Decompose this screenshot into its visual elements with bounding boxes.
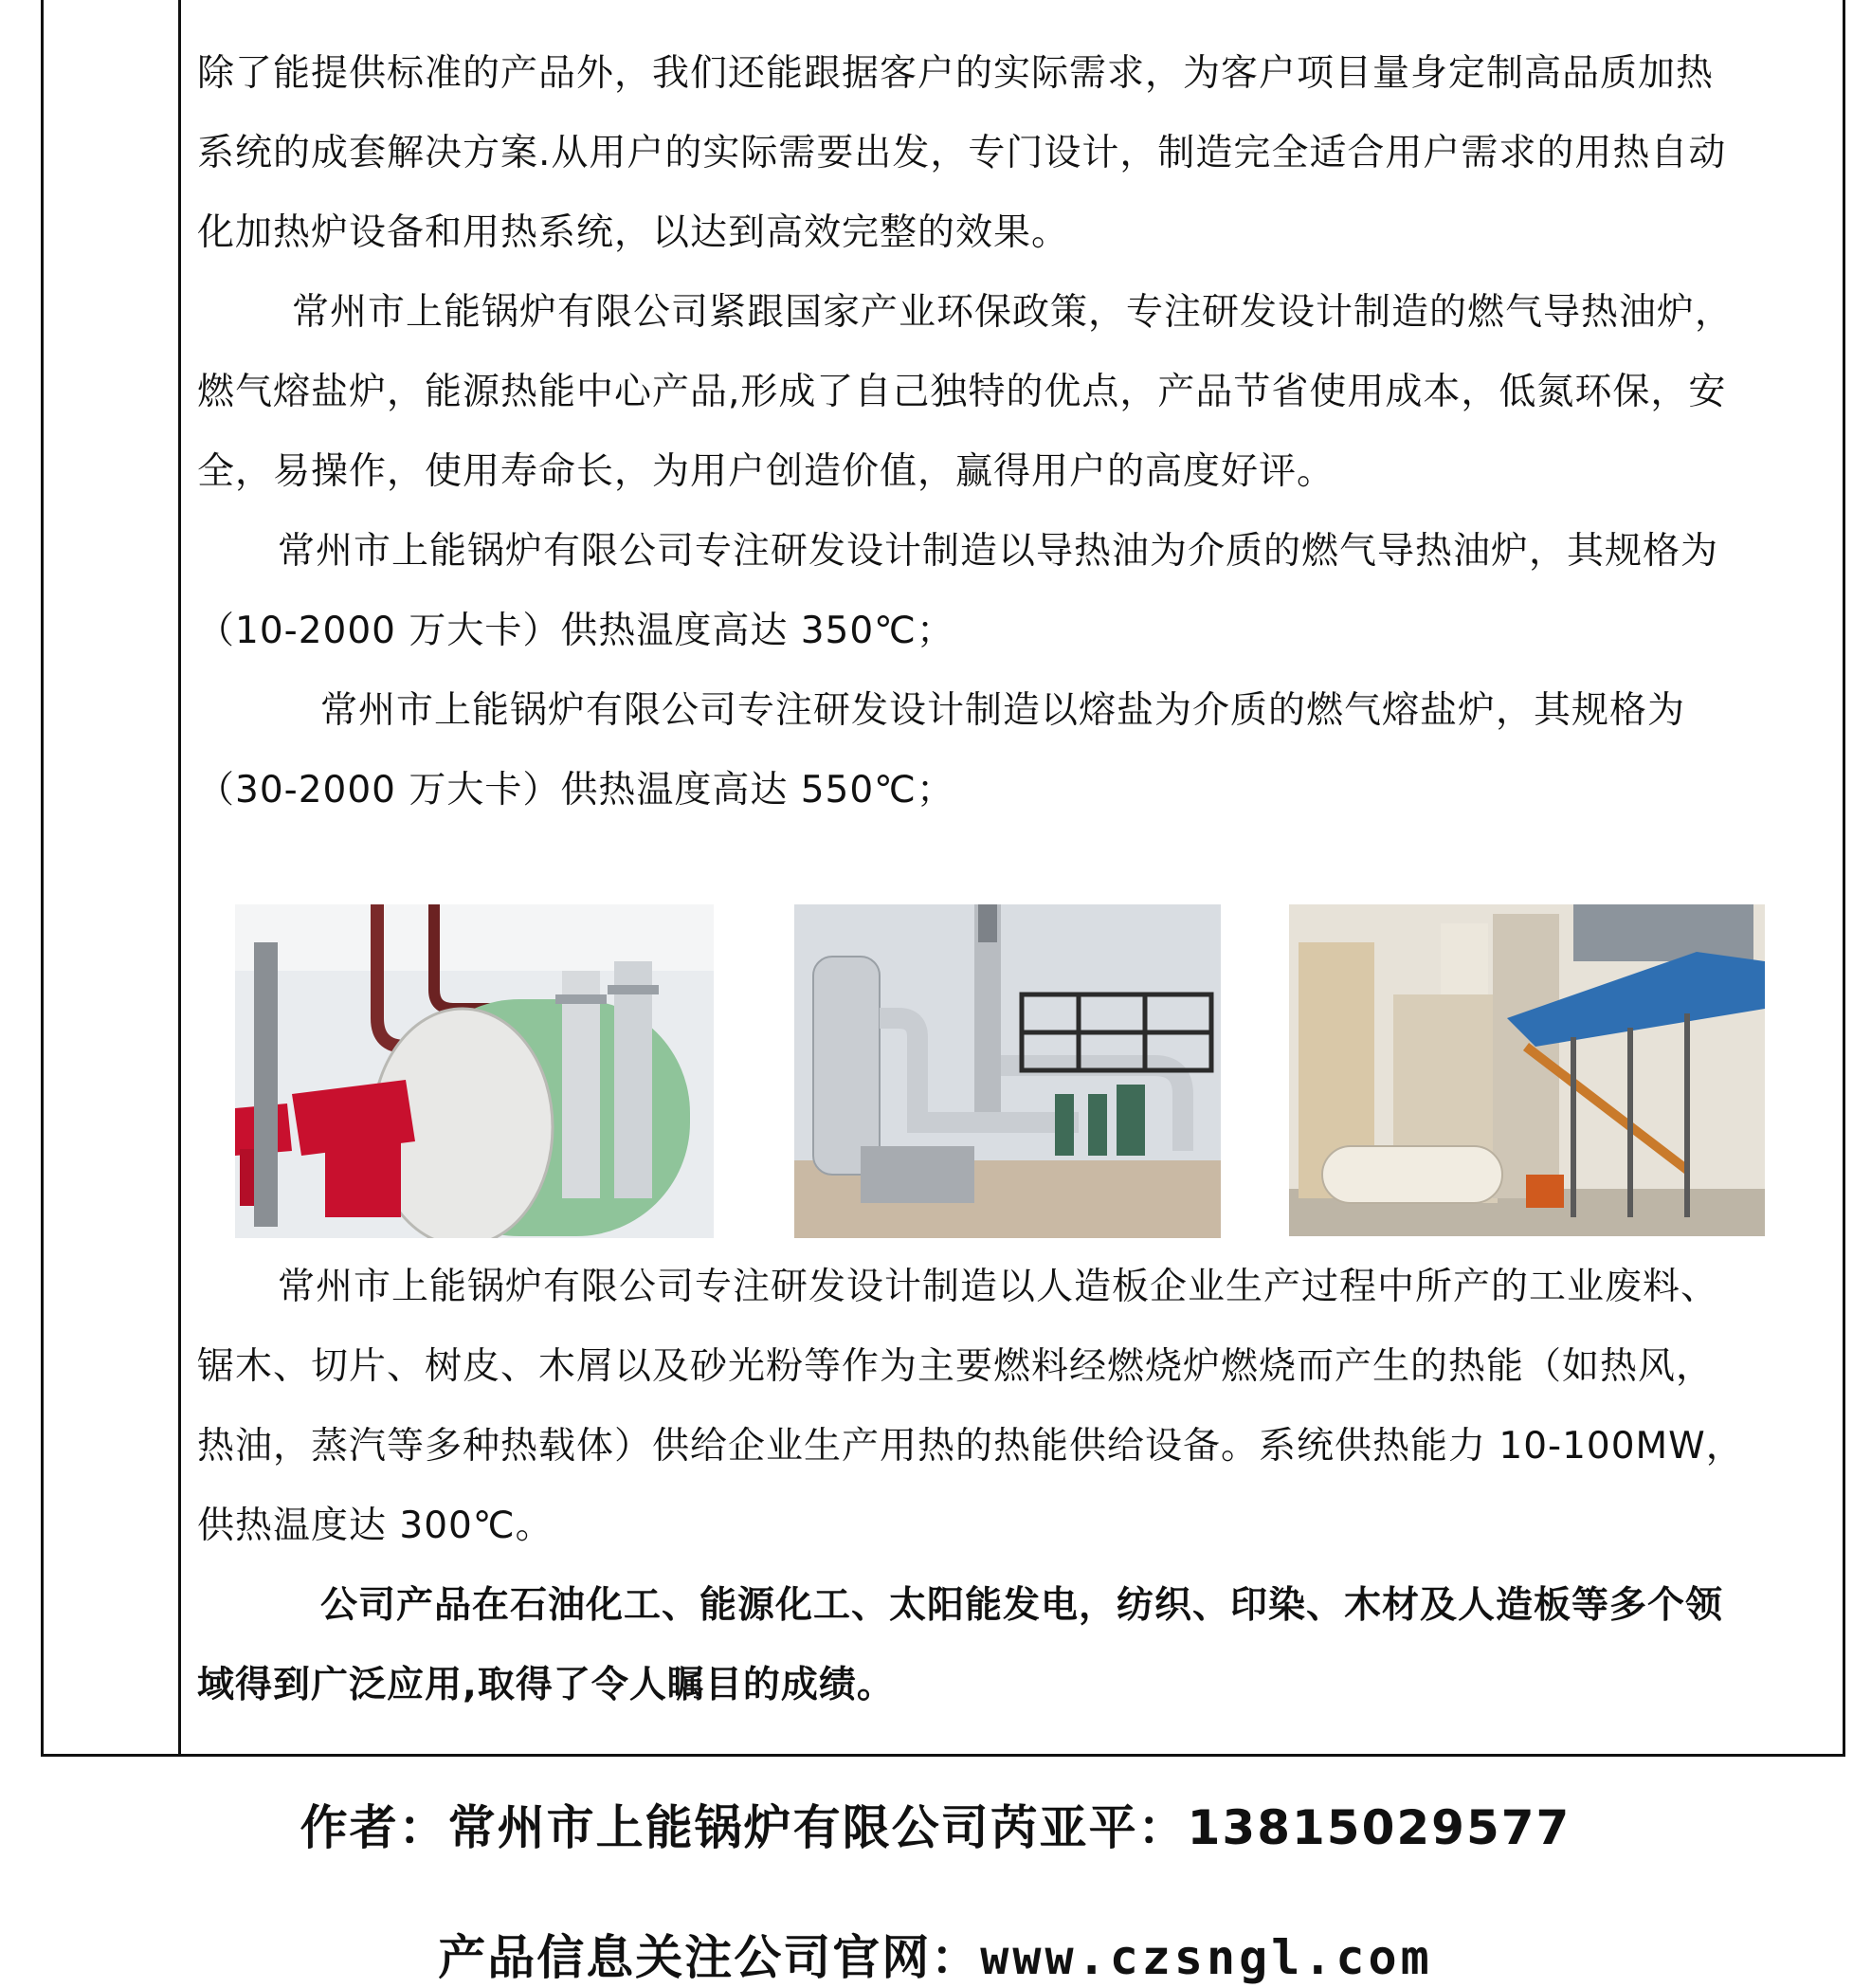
paragraph-molten-salt-furnace (197, 671, 1827, 830)
text-line: 化加热炉设备和用热系统，以达到高效完整的效果。 (197, 211, 1070, 254)
text-line: 热油，蒸汽等多种热载体）供给企业生产用热的热能供给设备。系统供热能力 10-100MW， (197, 1425, 1744, 1468)
author-line: 作者：常州市上能锅炉有限公司芮亚平：13815029577 (300, 1800, 1571, 1855)
paragraph-custom-solutions (197, 34, 1827, 273)
text-line: 供热温度达 300℃。 (197, 1505, 554, 1547)
text-line: 常州市上能锅炉有限公司专注研发设计制造以导热油为介质的燃气导热油炉，其规格为 (278, 530, 1719, 573)
website-line (0, 1920, 1871, 1988)
text-line: 系统的成套解决方案.从用户的实际需要出发，专门设计，制造完全适合用户需求的用热自动 (197, 132, 1727, 174)
photo-gas-thermal-oil-boiler (235, 904, 714, 1238)
text-line: 公司产品在石油化工、能源化工、太阳能发电，纺织、印染、木材及人造板等多个领 (320, 1584, 1724, 1627)
text-line: （30-2000 万大卡）供热温度高达 550℃； (197, 769, 954, 812)
text-line: 常州市上能锅炉有限公司专注研发设计制造以人造板企业生产过程中所产的工业废料、 (278, 1266, 1719, 1308)
paragraph-biomass-heat-supply (197, 1248, 1827, 1566)
paragraph-applications (197, 1566, 1827, 1725)
website-label: 产品信息关注公司官网： (438, 1930, 981, 1985)
product-photo-row (197, 904, 1827, 1238)
paragraph-thermal-oil-furnace (197, 512, 1827, 671)
text-line: 锯木、切片、树皮、木屑以及砂光粉等作为主要燃料经燃烧炉燃烧而产生的热能（如热风， (197, 1345, 1715, 1388)
text-line: 燃气熔盐炉，能源热能中心产品,形成了自己独特的优点，产品节省使用成本，低氮环保，安 (197, 371, 1727, 413)
photo-biomass-energy-center (1289, 904, 1765, 1236)
after-photos-section (197, 1248, 1827, 1725)
website-url[interactable]: www.czsngl.com (980, 1930, 1433, 1985)
table-left-cell (44, 0, 181, 1754)
text-line: 常州市上能锅炉有限公司专注研发设计制造以熔盐为介质的燃气熔盐炉，其规格为 (320, 689, 1686, 732)
content-cell (197, 34, 1827, 1706)
text-line: 常州市上能锅炉有限公司紧跟国家产业环保政策，专注研发设计制造的燃气导热油炉， (292, 291, 1734, 334)
text-line: 域得到广泛应用,取得了令人瞩目的成绩。 (197, 1664, 895, 1706)
text-line: （10-2000 万大卡）供热温度高达 350℃； (197, 610, 954, 652)
text-line: 除了能提供标准的产品外，我们还能跟据客户的实际需求，为客户项目量身定制高品质加热 (197, 52, 1715, 95)
paragraph-environmental-policy (197, 273, 1827, 512)
text-line: 全，易操作，使用寿命长，为用户创造价值，赢得用户的高度好评。 (197, 450, 1335, 493)
photo-molten-salt-plant (794, 904, 1221, 1238)
